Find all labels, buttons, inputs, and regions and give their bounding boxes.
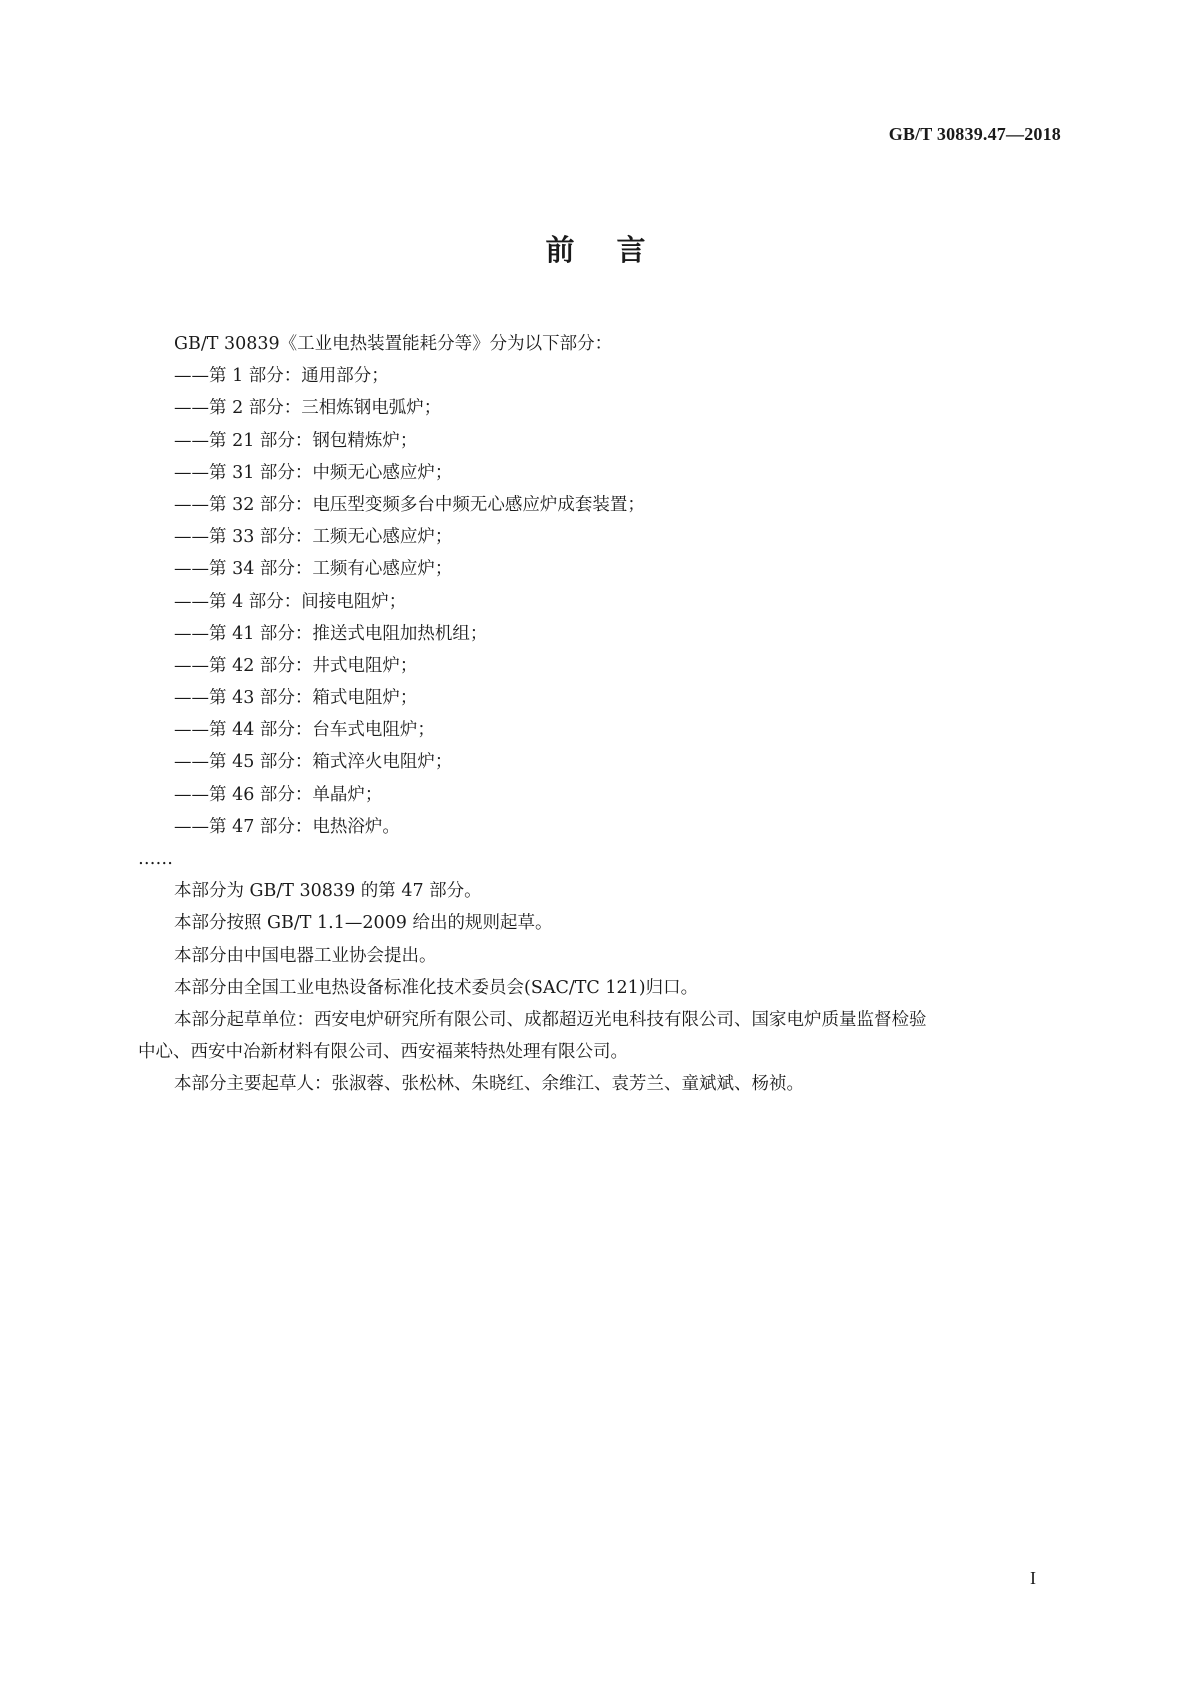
part-item: ——第 33 部分：工频无心感应炉；	[174, 527, 453, 548]
part-item: ——第 46 部分：单晶炉；	[174, 784, 383, 805]
part-item: ——第 21 部分：钢包精炼炉；	[174, 430, 418, 451]
statement-drafting-rules: 本部分按照 GB/T 1.1—2009 给出的规则起草。	[174, 913, 553, 934]
part-item: ——第 32 部分：电压型变频多台中频无心感应炉成套装置；	[174, 494, 645, 515]
part-item: ——第 4 部分：间接电阻炉；	[174, 591, 407, 612]
standard-number: GB/T 30839.47—2018	[888, 124, 1061, 144]
part-item: ——第 43 部分：箱式电阻炉；	[174, 688, 418, 709]
statement-proposed-by: 本部分由中国电器工业协会提出。	[174, 945, 437, 966]
part-item: ——第 42 部分：井式电阻炉；	[174, 655, 418, 676]
part-item: ——第 34 部分：工频有心感应炉；	[174, 559, 453, 580]
part-item: ——第 2 部分：三相炼钢电弧炉；	[174, 398, 442, 419]
part-item: ——第 44 部分：台车式电阻炉；	[174, 720, 435, 741]
drafting-units-line-1: 本部分起草单位：西安电炉研究所有限公司、成都超迈光电科技有限公司、国家电炉质量监督检验	[174, 1009, 927, 1030]
statement-drafting-units	[138, 1004, 1058, 1068]
part-item: ——第 1 部分：通用部分；	[174, 366, 389, 387]
ellipsis: ……	[138, 849, 173, 869]
page-title: 前言	[545, 233, 688, 267]
statement-administered-by: 本部分由全国工业电热设备标准化技术委员会(SAC/TC 121)归口。	[174, 977, 699, 998]
part-item: ——第 45 部分：箱式淬火电阻炉；	[174, 752, 453, 773]
page-number: I	[1030, 1568, 1036, 1588]
drafting-units-line-2: 中心、西安中冶新材料有限公司、西安福莱特热处理有限公司。	[138, 1042, 628, 1063]
part-item: ——第 31 部分：中频无心感应炉；	[174, 462, 453, 483]
part-item: ——第 47 部分：电热浴炉。	[174, 816, 400, 837]
intro-line: GB/T 30839《工业电热装置能耗分等》分为以下部分：	[174, 334, 613, 354]
statement-part-of: 本部分为 GB/T 30839 的第 47 部分。	[174, 881, 482, 902]
foreword-body	[138, 328, 1058, 1101]
part-item: ——第 41 部分：推送式电阻加热机组；	[174, 623, 488, 644]
statement-drafters: 本部分主要起草人：张淑蓉、张松林、朱晓红、余维江、袁芳兰、童斌斌、杨祯。	[174, 1074, 804, 1095]
